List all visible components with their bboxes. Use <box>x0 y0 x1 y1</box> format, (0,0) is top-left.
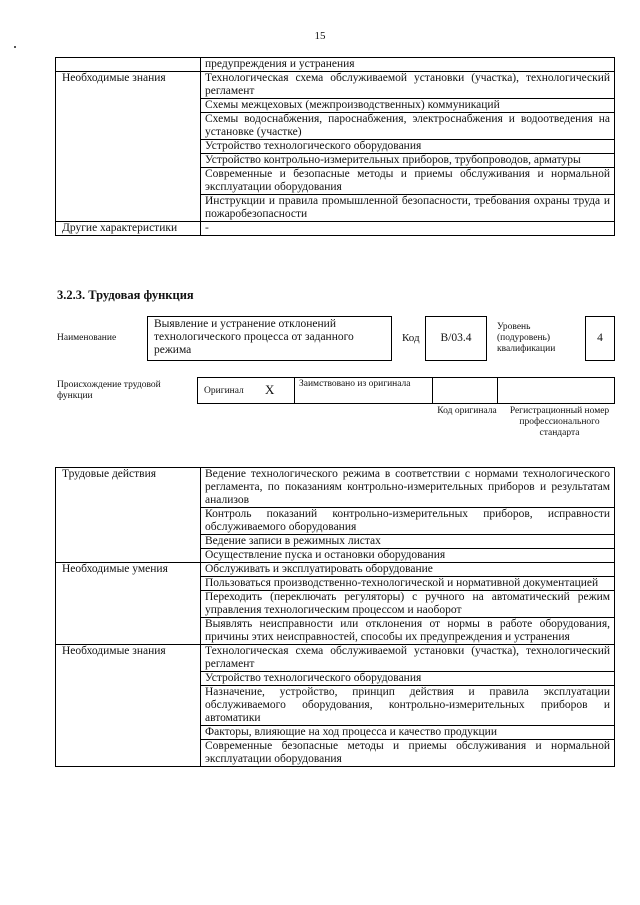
table-cell: Факторы, влияющие на ход процесса и качество продукции <box>201 726 615 740</box>
level-box <box>585 316 615 361</box>
table-cell: Схемы водоснабжения, пароснабжения, электроснабжения и водоотведения на установке (участке) <box>201 113 615 140</box>
table-cell: Современные безопасные методы и приемы обслуживания и нормальной эксплуатации оборудования <box>201 740 615 767</box>
borrowed-label: Заимствовано из оригинала <box>299 379 411 389</box>
table-cell: Инструкции и правила промышленной безопасности, требования охраны труда и пожаробезопасности <box>201 195 615 222</box>
row-label <box>56 58 201 72</box>
table-cell: Современные и безопасные методы и приемы обслуживания и нормальной эксплуатации оборудования <box>201 168 615 195</box>
code-label: Код <box>402 332 420 344</box>
table-cell: Назначение, устройство, принцип действия и правила эксплуатации обслуживаемого оборудования, контрольно-измерительных приборов и автоматики <box>201 686 615 726</box>
origin-label: Происхождение трудовой функции <box>57 380 161 401</box>
table-cell: Обслуживать и эксплуатировать оборудование <box>201 563 615 577</box>
table-cell: Схемы межцеховых (межпроизводственных) коммуникаций <box>201 99 615 113</box>
table-row <box>56 645 615 672</box>
table-cell: Ведение технологического режима в соответствии с нормами технологического регламента, по показаниям контрольно-измерительных приборов и результатам анализов <box>201 468 615 508</box>
table-row <box>56 468 615 508</box>
table-cell: предупреждения и устранения <box>201 58 615 72</box>
top-requirements-table <box>55 57 615 236</box>
row-label: Необходимые знания <box>56 645 201 767</box>
level-value: 4 <box>597 332 603 344</box>
row-label: Другие характеристики <box>56 222 201 236</box>
code-box <box>425 316 487 361</box>
name-label: Наименование <box>57 333 117 343</box>
table-cell: Выявлять неисправности или отклонения от нормы в работе оборудования, причины этих неисправностей, способы их предупреждения и устранения <box>201 618 615 645</box>
table-cell: Устройство технологического оборудования <box>201 672 615 686</box>
scan-speck <box>14 46 16 48</box>
table-cell: Осуществление пуска и остановки оборудования <box>201 549 615 563</box>
row-label: Необходимые умения <box>56 563 201 645</box>
table-cell: Технологическая схема обслуживаемой установки (участка), технологический регламент <box>201 645 615 672</box>
origin-divider <box>497 377 498 404</box>
table-cell: Устройство контрольно-измерительных приборов, трубопроводов, арматуры <box>201 154 615 168</box>
original-label: Оригинал <box>204 386 244 396</box>
table-cell: Устройство технологического оборудования <box>201 140 615 154</box>
table-row <box>56 72 615 99</box>
table-cell: Переходить (переключать регуляторы) с ручного на автоматический режим управления технологическим процессом и наоборот <box>201 591 615 618</box>
table-cell: - <box>201 222 615 236</box>
section-title: 3.2.3. Трудовая функция <box>57 288 194 302</box>
table-cell: Ведение записи в режимных листах <box>201 535 615 549</box>
table-row <box>56 222 615 236</box>
level-label: Уровень (подуровень) квалификации <box>497 322 556 354</box>
row-label: Трудовые действия <box>56 468 201 563</box>
table-row <box>56 563 615 577</box>
table-cell: Пользоваться производственно-технологической и нормативной документацией <box>201 577 615 591</box>
registration-number-label: Регистрационный номер профессионального стандарта <box>509 406 610 438</box>
function-name: Выявление и устранение отклонений технологического процесса от заданного режима <box>154 318 354 356</box>
original-mark: X <box>265 382 275 397</box>
function-name-box <box>147 316 392 361</box>
origin-divider <box>432 377 433 404</box>
code-value: B/03.4 <box>440 332 472 344</box>
origin-divider <box>294 377 295 404</box>
labor-function-table <box>55 467 615 767</box>
table-cell: Контроль показаний контрольно-измерительных приборов, исправности обслуживаемого оборудования <box>201 508 615 535</box>
code-original-label: Код оригинала <box>437 406 497 416</box>
table-row <box>56 58 615 72</box>
row-label: Необходимые знания <box>56 72 201 222</box>
table-cell: Технологическая схема обслуживаемой установки (участка), технологический регламент <box>201 72 615 99</box>
page-number: 15 <box>314 30 326 42</box>
